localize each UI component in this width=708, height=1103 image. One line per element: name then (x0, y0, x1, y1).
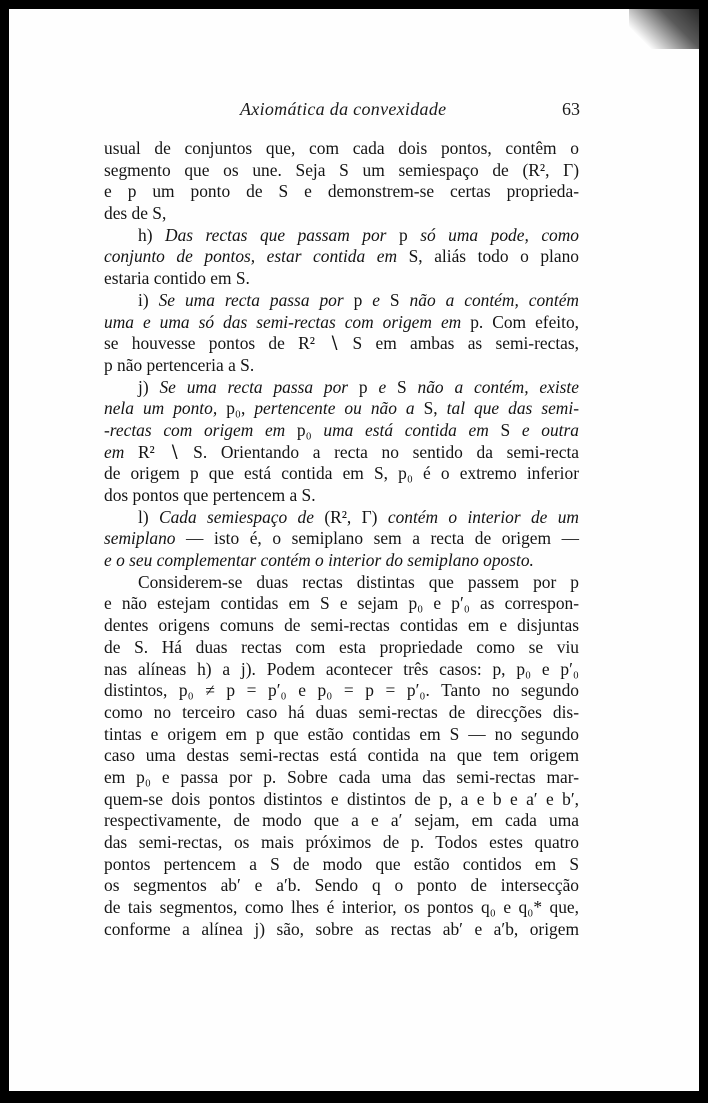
italic-text: Se uma recta passa por (159, 376, 349, 397)
text-line (104, 789, 579, 811)
text-line (104, 463, 579, 485)
text-line (104, 225, 579, 247)
italic-text: não a contém, contém (409, 289, 579, 310)
text-segment: p₀, (217, 398, 255, 419)
text-line (104, 593, 579, 615)
italic-text: tal que das semi- (446, 398, 579, 419)
text-line (104, 724, 579, 746)
text-segment: R² ∖ S. Orientando a recta no sentido da semi-recta (124, 441, 579, 462)
text-segment: — isto é, o semiplano sem a recta de origem — (175, 528, 579, 549)
text-line (104, 333, 579, 355)
text-line (104, 767, 579, 789)
text-segment: de tais segmentos, como lhes é interior, os pontos q₀ e q₀* que, (104, 897, 579, 918)
text-segment: p (343, 289, 373, 310)
text-line (104, 442, 579, 464)
text-line (104, 398, 579, 420)
italic-text: Das rectas que passam por (165, 224, 387, 245)
text-line (104, 528, 579, 550)
italic-text: contém o interior de um (387, 506, 579, 527)
text-line (104, 550, 579, 572)
text-segment: S, (414, 398, 447, 419)
running-title: Axiomática da convexidade (240, 99, 447, 119)
italic-text: Se uma recta passa por (158, 289, 344, 310)
text-line (104, 181, 579, 203)
italic-text: uma está contida em (323, 419, 489, 440)
italic-text: conjunto de pontos, estar contida em (104, 246, 398, 267)
text-segment: e não estejam contidas em S e sejam p₀ e p′₀ as correspon- (104, 593, 579, 614)
text-segment: como no terceiro caso há duas semi-rectas de direcções dis- (104, 701, 579, 722)
text-line (104, 745, 579, 767)
text-segment: os segmentos ab′ e a′b. Sendo q o ponto de intersecção (104, 875, 579, 896)
italic-text: não a contém, existe (417, 376, 579, 397)
text-line (104, 702, 579, 724)
text-segment: S, aliás todo o plano (397, 246, 579, 267)
text-line (104, 875, 579, 897)
text-segment: respectivamente, de modo que a e a′ sejam, em cada uma (104, 810, 579, 831)
text-line (104, 160, 579, 182)
text-line (104, 680, 579, 702)
scan-corner-shadow (629, 9, 699, 49)
text-segment: dos pontos que pertencem a S. (104, 485, 316, 505)
text-segment: i) (138, 289, 159, 310)
text-line (104, 919, 579, 941)
text-segment: e p um ponto de S e demonstrem-se certas proprieda- (104, 181, 579, 202)
book-page (9, 9, 699, 1091)
italic-text: -rectas com origem em (104, 419, 286, 440)
text-segment: caso uma destas semi-rectas está contida na que tem origem (104, 745, 579, 766)
text-segment: (R², Γ) (313, 506, 388, 527)
text-segment: S (386, 376, 418, 397)
page-header (233, 99, 580, 123)
italic-text: uma e uma só das semi-rectas com origem em (104, 311, 462, 332)
text-line (104, 203, 579, 225)
text-segment: pontos pertencem a S de modo que estão contidos em S (104, 853, 579, 874)
italic-text: e outra (521, 419, 579, 440)
text-line (104, 420, 579, 442)
text-line (104, 810, 579, 832)
text-segment: h) (138, 224, 166, 245)
text-line (104, 615, 579, 637)
text-line (104, 507, 579, 529)
text-segment: das semi-rectas, os mais próximos de p. Todos estes quatro (104, 832, 579, 852)
text-segment: usual de conjuntos que, com cada dois pontos, contêm o (104, 138, 579, 158)
text-line (104, 659, 579, 681)
text-segment: S (379, 289, 410, 310)
text-line (104, 485, 579, 507)
text-segment: de S. Há duas rectas com esta propriedade como se viu (104, 636, 579, 657)
text-segment: p. Com efeito, (461, 311, 580, 332)
italic-text: e o seu complementar contém o interior do semiplano oposto. (104, 550, 534, 571)
text-segment: tintas e origem em p que estão contidas em S — no segundo (104, 723, 579, 744)
text-segment: j) (138, 376, 160, 397)
text-segment: estaria contido em S. (104, 268, 250, 289)
text-line (104, 355, 579, 377)
text-line (104, 637, 579, 659)
text-line (104, 377, 579, 399)
text-line (104, 572, 579, 594)
text-segment: des de S, (104, 203, 167, 224)
italic-text: nela um ponto, (104, 398, 218, 419)
italic-text: pertencente ou não a (254, 398, 415, 419)
italic-text: Cada semiespaço de (158, 506, 314, 527)
italic-text: em (104, 441, 125, 462)
italic-text: e (372, 289, 380, 310)
body-text (104, 138, 579, 940)
text-segment: p (386, 224, 421, 245)
text-line (104, 246, 579, 268)
text-segment: nas alíneas h) a j). Podem acontecer três casos: p, p₀ e p′₀ (104, 658, 579, 679)
text-line (104, 268, 579, 290)
text-segment: p₀ (285, 419, 324, 440)
text-segment: segmento que os une. Seja S um semiespaço de (R², Γ) (104, 159, 579, 180)
text-segment: em p₀ e passa por p. Sobre cada uma das semi-rectas mar- (104, 766, 579, 787)
text-line (104, 854, 579, 876)
text-segment: S (488, 419, 522, 440)
text-segment: Considerem-se duas rectas distintas que passem por p (138, 571, 579, 592)
text-line (104, 138, 579, 160)
text-segment: de origem p que está contida em S, p₀ é o extremo inferior (104, 463, 579, 484)
page-number: 63 (562, 99, 580, 119)
text-line (104, 312, 579, 334)
italic-text: semiplano (104, 528, 176, 549)
text-segment: distintos, p₀ ≠ p = p′₀ e p₀ = p = p′₀. Tanto no segundo (104, 680, 579, 701)
italic-text: só uma pode, como (420, 224, 579, 245)
text-line (104, 897, 579, 919)
text-line (104, 290, 579, 312)
text-segment: p não pertenceria a S. (104, 354, 255, 375)
text-segment: quem-se dois pontos distintos e distintos de p, a e b e a′ e b′, (104, 788, 579, 809)
text-segment: se houvesse pontos de R² ∖ S em ambas as semi-rectas, (104, 333, 579, 354)
text-segment: conforme a alínea j) são, sobre as rectas ab′ e a′b, origem (104, 918, 579, 939)
italic-text: e (378, 376, 387, 397)
text-segment: p (348, 376, 379, 397)
text-segment: dentes origens comuns de semi-rectas contidas em e disjuntas (104, 615, 579, 636)
text-line (104, 832, 579, 854)
text-segment: l) (138, 506, 159, 527)
